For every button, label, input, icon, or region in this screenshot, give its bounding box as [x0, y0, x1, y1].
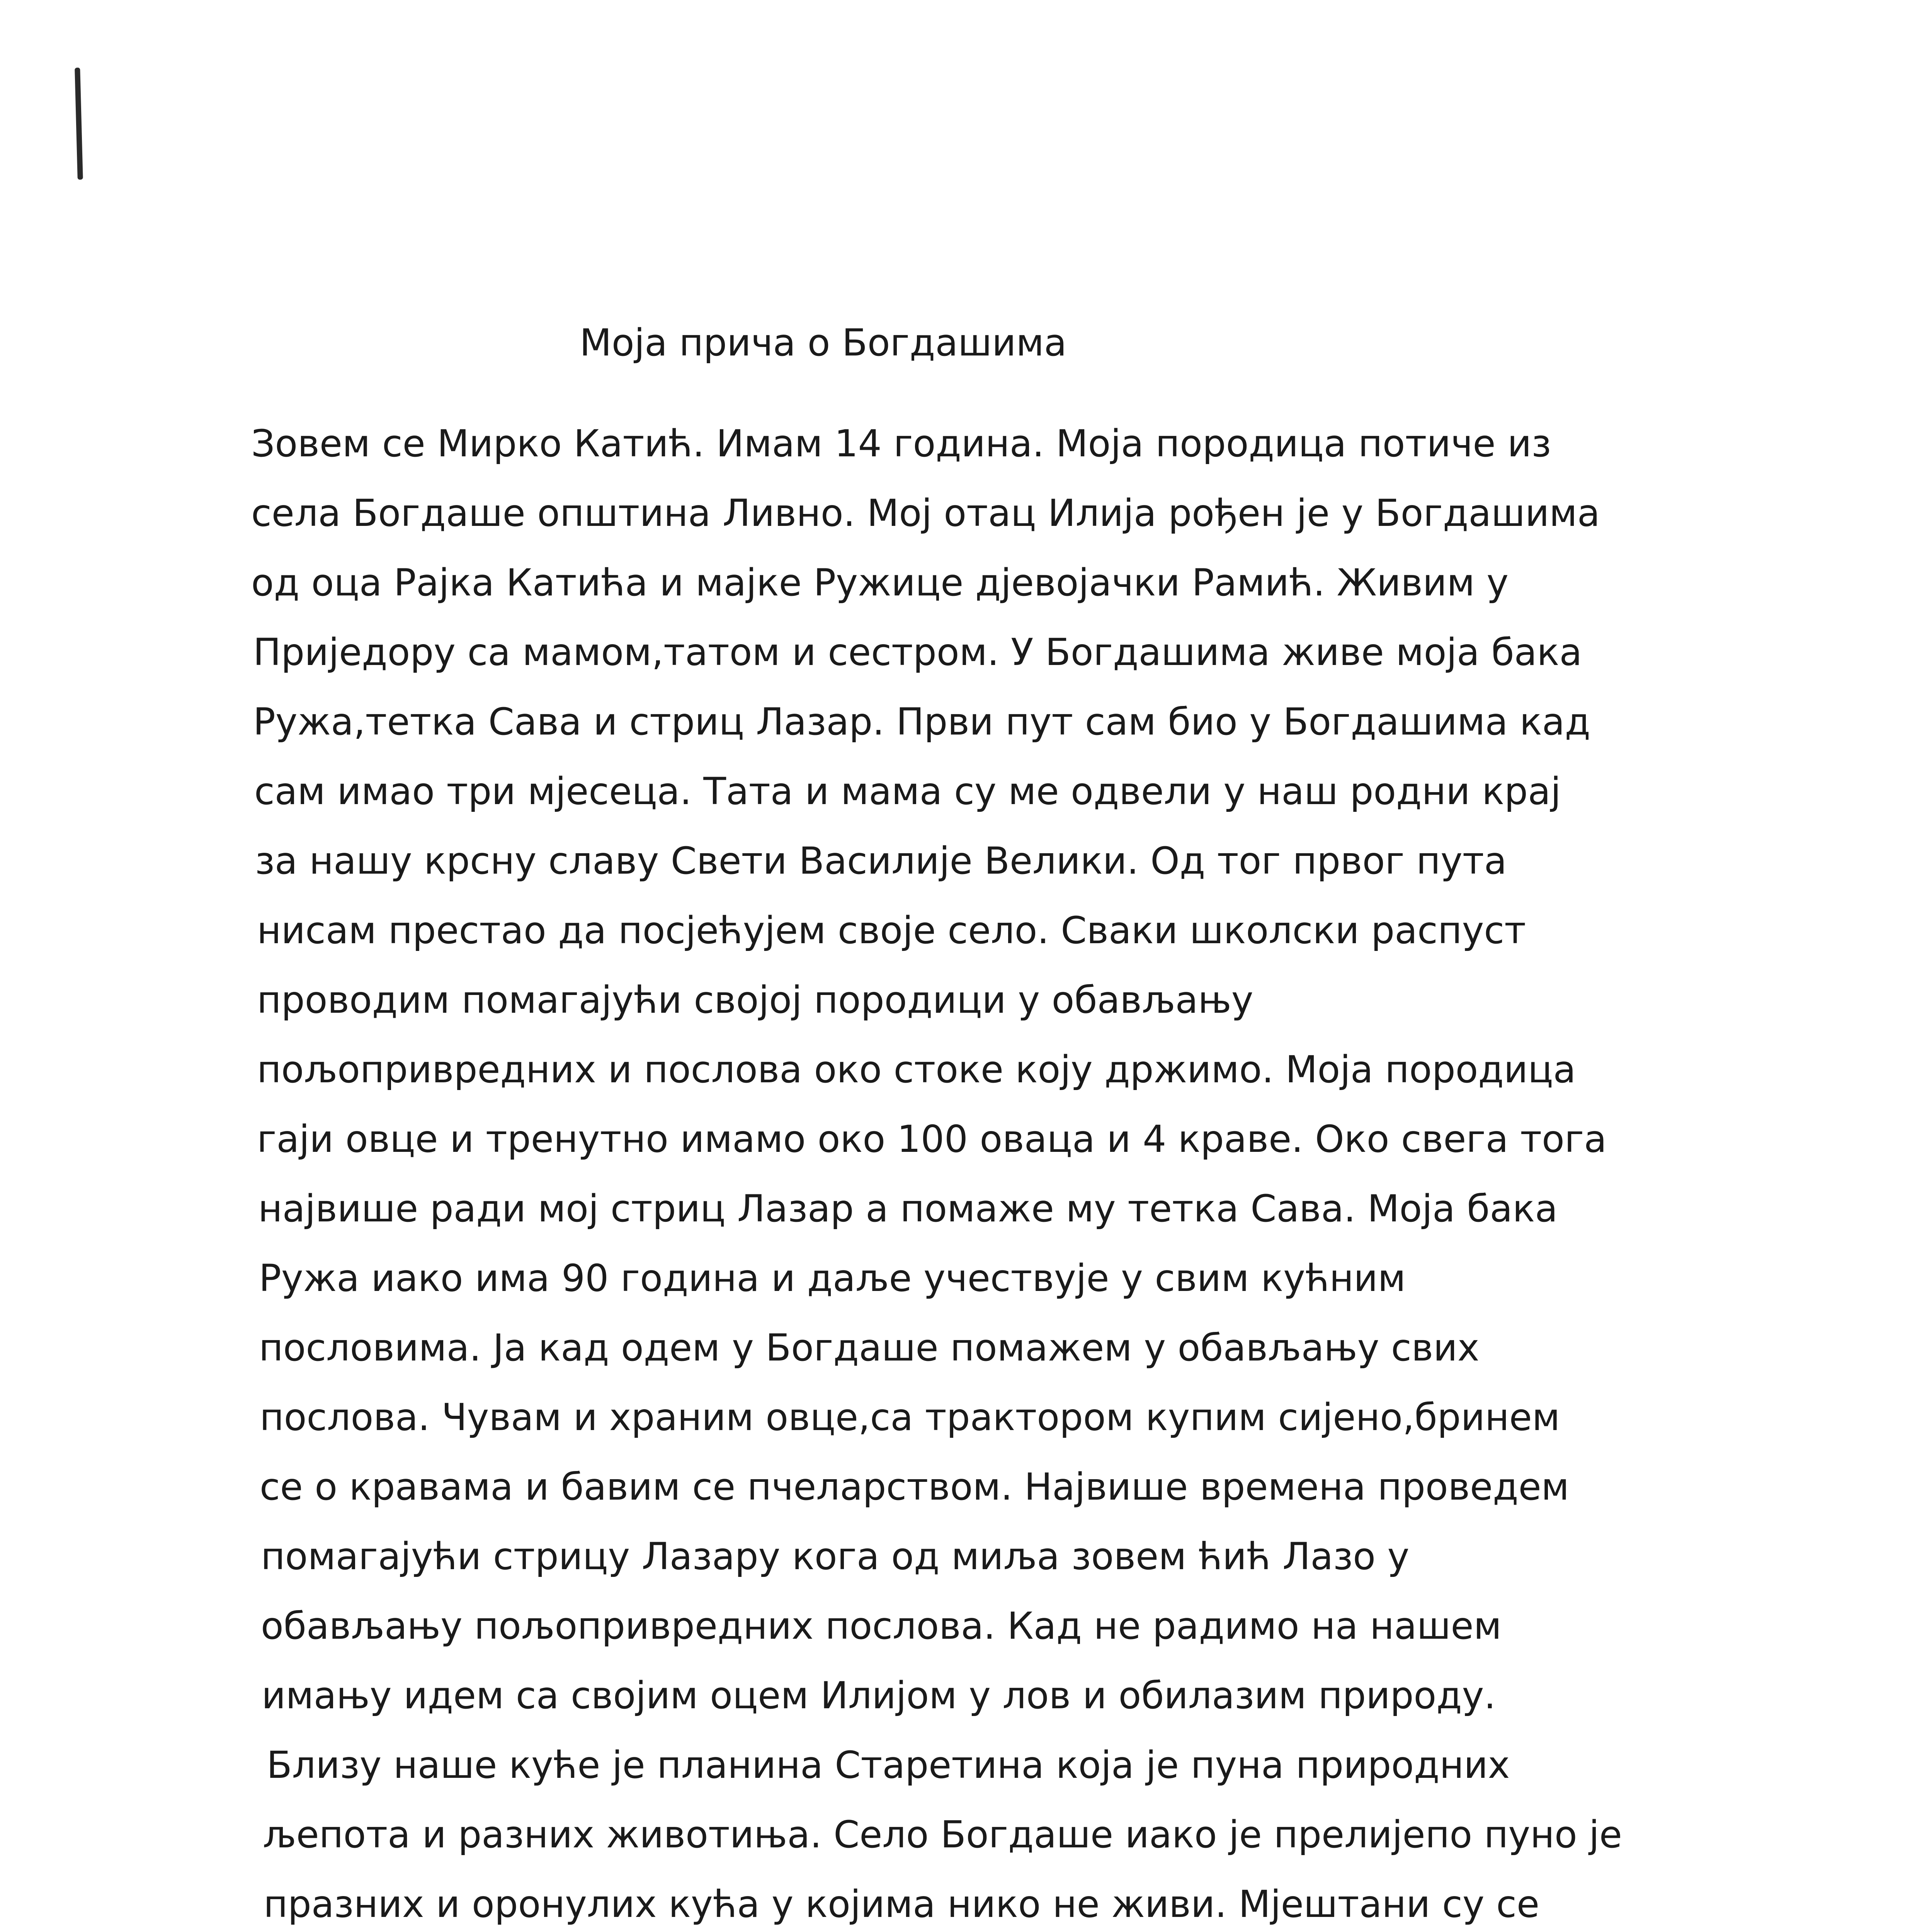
- text-line: пословима. Ја кад одем у Богдаше помажем у обављању свих: [259, 1326, 1480, 1369]
- text-line: за нашу крсну славу Свети Василије Велики. Од тог првог пута: [255, 839, 1507, 883]
- text-line: празних и оронулих кућа у којима нико не живи. Мјештани су се: [264, 1883, 1540, 1926]
- text-line: села Богдаше општина Ливно. Мој отац Илија рођен је у Богдашима: [251, 492, 1600, 535]
- text-line: помагајући стрицу Лазару кога од миља зовем ћић Лазо у: [261, 1535, 1410, 1578]
- text-line: се о кравама и бавим се пчеларством. Највише времена проведем: [260, 1465, 1570, 1509]
- text-line: љепота и разних животиња. Село Богдаше иако је прелијепо пуно је: [263, 1813, 1622, 1856]
- text-line: проводим помагајући својој породици у обављању: [257, 978, 1253, 1022]
- margin-pen-mark: [75, 68, 83, 180]
- text-line: Ружа,тетка Сава и стриц Лазар. Први пут сам био у Богдашима кад: [253, 700, 1590, 743]
- text-line: гаји овце и тренутно имамо око 100 оваца и 4 краве. Око свега тога: [257, 1117, 1607, 1161]
- text-line: највише ради мој стриц Лазар а помаже му тетка Сава. Моја бака: [258, 1187, 1558, 1230]
- page-title: Моја прича о Богдашима: [580, 321, 1067, 364]
- text-line: пољопривредних и послова око стоке коју држимо. Моја породица: [257, 1048, 1576, 1091]
- text-line: Зовем се Мирко Катић. Имам 14 година. Моја породица потиче из: [251, 422, 1551, 465]
- text-line: Приједору са мамом,татом и сестром. У Богдашима живе моја бака: [253, 631, 1582, 674]
- text-line: сам имао три мјесеца. Тата и мама су ме одвели у наш родни крај: [254, 770, 1561, 813]
- text-line: послова. Чувам и храним овце,са трактором купим сијено,бринем: [260, 1396, 1560, 1439]
- text-line: обављању пољопривредних послова. Кад не радимо на нашем: [261, 1604, 1502, 1648]
- text-line: нисам престао да посјећујем своје село. Сваки школски распуст: [257, 909, 1526, 952]
- text-line: имању идем са својим оцем Илијом у лов и обилазим природу.: [262, 1674, 1496, 1717]
- text-line: од оца Рајка Катића и мајке Ружице дјевојачки Рамић. Живим у: [251, 561, 1509, 604]
- text-line: Близу наше куће је планина Старетина која је пуна природних: [267, 1743, 1510, 1787]
- text-line: Ружа иако има 90 година и даље учествује у свим кућним: [259, 1257, 1406, 1300]
